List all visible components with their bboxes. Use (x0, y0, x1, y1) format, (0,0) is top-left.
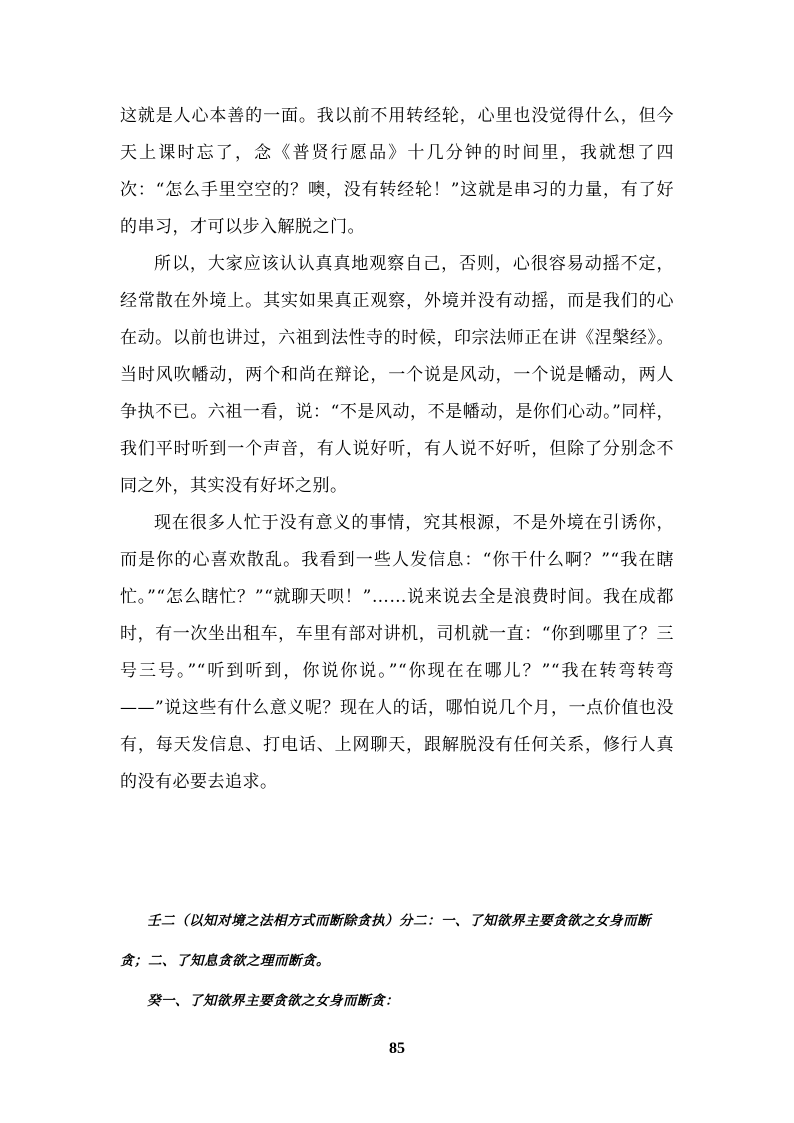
section-heading-ren2 (120, 901, 674, 981)
heading-ren2-text: 壬二（以知对境之法相方式而断除贪执）分二：一、了知欲界主要贪欲之女身而断贪；二、了知息贪欲之理而断贪。 (120, 913, 651, 969)
paragraph-3: 现在很多人忙于没有意义的事情，究其根源，不是外境在引诱你，而是你的心喜欢散乱。我看到一些人发信息：“你干什么啊？”“我在瞎忙。”“怎么瞎忙？”“就聊天呗！”……说来说去全是浪费时间。我在成都时，有一次坐出租车，车里有部对讲机，司机就一直：“你到哪里了？三号三号。”“听到听到，你说你说。”“你现在在哪儿？”“我在转弯转弯——”说这些有什么意义呢？现在人的话，哪怕说几个月，一点价值也没有，每天发信息、打电话、上网聊天，跟解脱没有任何关系，修行人真的没有必要去追求。 (120, 513, 674, 792)
paragraph-2: 所以，大家应该认认真真地观察自己，否则，心很容易动摇不定，经常散在外境上。其实如果真正观察，外境并没有动摇，而是我们的心在动。以前也讲过，六祖到法性寺的时候，印宗法师正在讲《涅槃经》。当时风吹幡动，两个和尚在辩论，一个说是风动，一个说是幡动，两人争执不已。六祖一看，说：“不是风动，不是幡动，是你们心动。”同样，我们平时听到一个声音，有人说好听，有人说不好听，但除了分别念不同之外，其实没有好坏之别。 (120, 254, 674, 496)
body-text (120, 98, 674, 801)
heading-gui1-text: 癸一、了知欲界主要贪欲之女身而断贪： (147, 993, 399, 1009)
section-heading-gui1 (120, 981, 674, 1021)
paragraph-1: 这就是人心本善的一面。我以前不用转经轮，心里也没觉得什么，但今天上课时忘了，念《普贤行愿品》十几分钟的时间里，我就想了四次：“怎么手里空空的？噢，没有转经轮！”这就是串习的力量，有了好的串习，才可以步入解脱之门。 (120, 106, 674, 237)
page-number: 85 (389, 1040, 405, 1057)
